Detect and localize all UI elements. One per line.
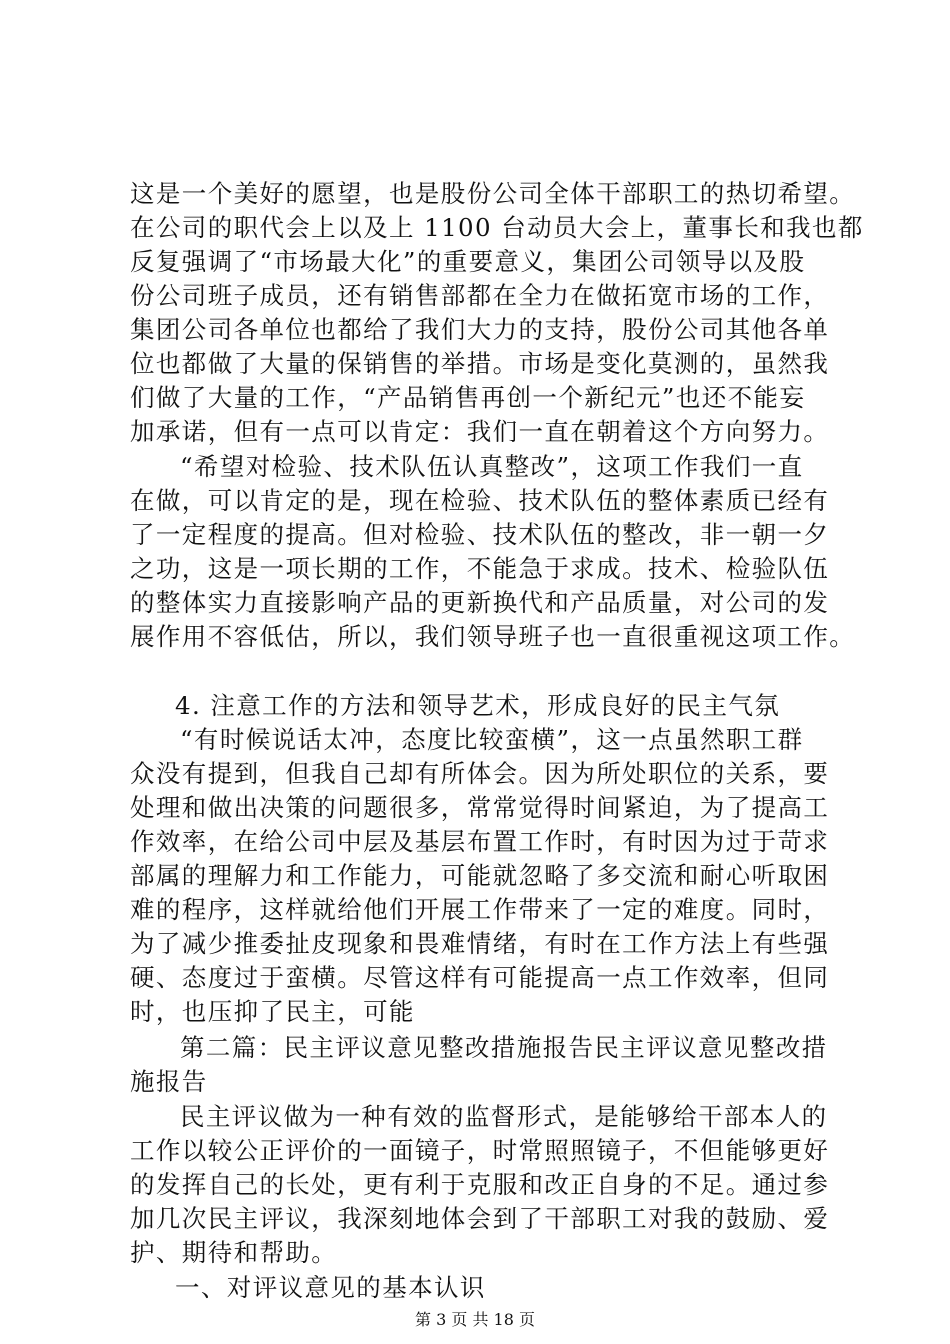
section-heading: 4. 注意工作的方法和领导艺术，形成良好的民主气氛 [175, 691, 781, 720]
text-line: 难的程序，这样就给他们开展工作带来了一定的难度。同时， [130, 895, 830, 924]
text-line: 众没有提到，但我自己却有所体会。因为所处职位的关系，要 [130, 759, 830, 788]
text-line: 部属的理解力和工作能力，可能就忽略了多交流和耐心听取困 [130, 861, 830, 890]
text-line: 护、期待和帮助。 [130, 1238, 338, 1267]
text-line: 展作用不容低估，所以，我们领导班子也一直很重视这项工作。 [130, 622, 856, 651]
text-line: 反复强调了“市场最大化”的重要意义，集团公司领导以及股 [130, 247, 806, 276]
text-line: 集团公司各单位也都给了我们大力的支持，股份公司其他各单 [130, 315, 830, 344]
text-line: “希望对检验、技术队伍认真整改”，这项工作我们一直 [180, 452, 804, 481]
page-footer [0, 1310, 950, 1330]
text-line: 民主评议做为一种有效的监督形式，是能够给干部本人的 [180, 1102, 828, 1131]
text-line: 份公司班子成员，还有销售部都在全力在做拓宽市场的工作， [130, 281, 830, 310]
text-line: 加承诺，但有一点可以肯定：我们一直在朝着这个方向努力。 [130, 417, 830, 446]
page-number: 第 3 页 共 18 页 [415, 1310, 535, 1329]
text-line: 为了减少推委扯皮现象和畏难情绪，有时在工作方法上有些强 [130, 929, 830, 958]
text-line: 作效率，在给公司中层及基层布置工作时，有时因为过于苛求 [130, 827, 830, 856]
article-title: 第二篇：民主评议意见整改措施报告民主评议意见整改措 [180, 1033, 828, 1062]
text-line: 处理和做出决策的问题很多，常常觉得时间紧迫，为了提高工 [130, 793, 830, 822]
text-line: 工作以较公正评价的一面镜子，时常照照镜子，不但能够更好 [130, 1136, 830, 1165]
section-heading: 一、对评议意见的基本认识 [175, 1273, 486, 1302]
text-line: 的整体实力直接影响产品的更新换代和产品质量，对公司的发 [130, 588, 830, 617]
text-line: “有时候说话太冲，态度比较蛮横”，这一点虽然职工群 [180, 725, 804, 754]
text-line: 时，也压抑了民主，可能 [130, 997, 415, 1026]
text-line: 们做了大量的工作，“产品销售再创一个新纪元”也还不能妄 [130, 383, 806, 412]
text-line: 在公司的职代会上以及上 1100 台动员大会上，董事长和我也都 [130, 213, 864, 242]
text-line: 硬、态度过于蛮横。尽管这样有可能提高一点工作效率，但同 [130, 963, 830, 992]
text-line: 了一定程度的提高。但对检验、技术队伍的整改，非一朝一夕 [130, 520, 830, 549]
text-line: 加几次民主评议，我深刻地体会到了干部职工对我的鼓励、爱 [130, 1204, 830, 1233]
text-line: 在做，可以肯定的是，现在检验、技术队伍的整体素质已经有 [130, 486, 830, 515]
article-title: 施报告 [130, 1067, 208, 1096]
text-line: 之功，这是一项长期的工作，不能急于求成。技术、检验队伍 [130, 554, 830, 583]
text-line: 的发挥自己的长处，更有利于克服和改正自身的不足。通过参 [130, 1170, 830, 1199]
text-line: 位也都做了大量的保销售的举措。市场是变化莫测的，虽然我 [130, 349, 830, 378]
text-line: 这是一个美好的愿望，也是股份公司全体干部职工的热切希望。 [130, 179, 856, 208]
